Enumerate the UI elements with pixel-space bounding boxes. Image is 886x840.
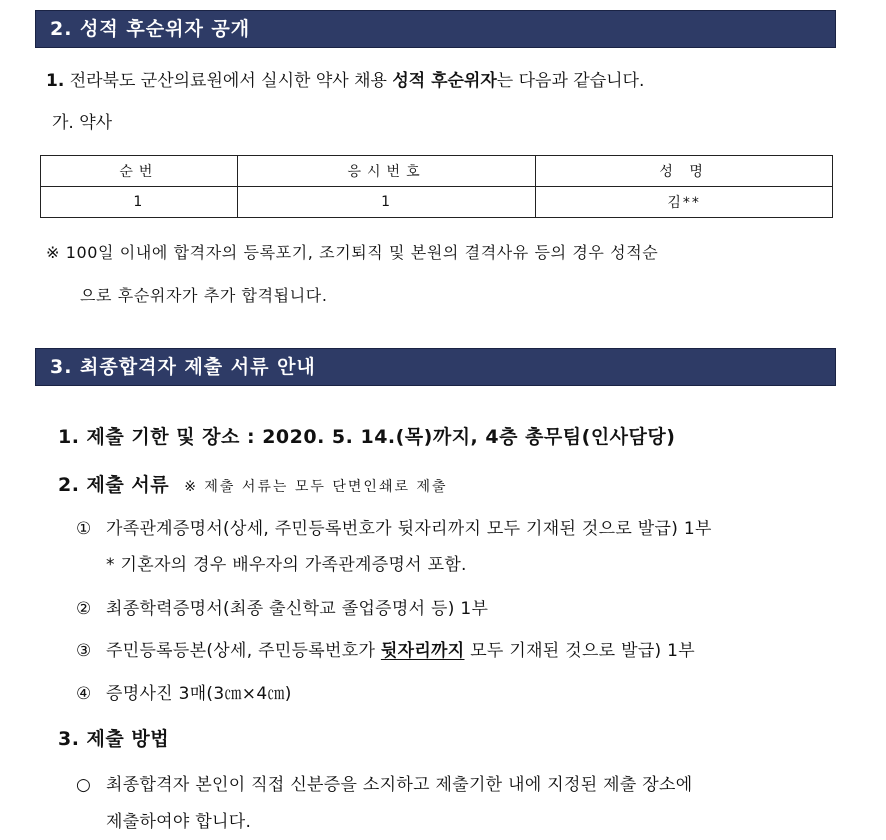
document-item-3 <box>76 636 695 661</box>
section-2-title: 2. 성적 후순위자 공개 <box>50 18 251 40</box>
intro-text-before: 전라북도 군산의료원에서 실시한 약사 채용 <box>69 71 393 91</box>
intro-paragraph <box>46 66 644 91</box>
document-item-text-after: 모두 기재된 것으로 발급) 1부 <box>464 641 696 661</box>
document-item-1 <box>76 514 712 539</box>
note-line-2: 으로 후순위자가 추가 합격됩니다. <box>80 286 328 305</box>
documents-heading-line <box>58 470 448 497</box>
item-marker: ○ <box>76 775 92 795</box>
intro-text-after: 는 다음과 같습니다. <box>496 71 645 91</box>
document-item-text-before: 주민등록등본(상세, 주민등록번호가 <box>106 641 381 661</box>
documents-heading: 2. 제출 서류 <box>58 474 170 496</box>
intro-number: 1. <box>46 71 65 91</box>
documents-note: ※ 제출 서류는 모두 단면인쇄로 제출 <box>184 479 448 495</box>
column-header: 응시번호 <box>237 156 536 187</box>
document-item-1-subnote: * 기혼자의 경우 배우자의 가족관계증명서 포함. <box>106 555 467 575</box>
column-header: 순번 <box>41 156 238 187</box>
table-cell: 김** <box>536 187 833 218</box>
item-marker: ② <box>76 599 92 619</box>
section-3-title: 3. 최종합격자 제출 서류 안내 <box>50 356 316 378</box>
item-marker: ③ <box>76 641 92 661</box>
document-item-text: 가족관계증명서(상세, 주민등록번호가 뒷자리까지 모두 기재된 것으로 발급) 1부 <box>106 519 712 539</box>
table-cell: 1 <box>41 187 238 218</box>
item-marker: ① <box>76 519 92 539</box>
document-item-2 <box>76 594 488 619</box>
table-header-row <box>41 156 833 187</box>
document-item-text-emphasis: 뒷자리까지 <box>380 641 465 661</box>
document-item-4 <box>76 679 292 704</box>
note-line-1: ※ 100일 이내에 합격자의 등록포기, 조기퇴직 및 본원의 결격사유 등의 경우 성적순 <box>46 243 659 262</box>
subheading-pharmacist: 가. 약사 <box>52 113 113 133</box>
submission-deadline: 1. 제출 기한 및 장소 : 2020. 5. 14.(목)까지, 4층 총무팀(인사담당) <box>58 426 676 448</box>
table-cell: 1 <box>237 187 536 218</box>
section-3-title-bar <box>35 348 836 386</box>
method-line-1 <box>76 770 692 795</box>
document-item-text: 증명사진 3매(3㎝×4㎝) <box>106 684 292 704</box>
table-row <box>41 187 833 218</box>
method-line-2: 제출하여야 합니다. <box>106 812 252 832</box>
intro-text-bold: 성적 후순위자 <box>392 71 497 91</box>
section-2-title-bar <box>35 10 836 48</box>
column-header: 성 명 <box>536 156 833 187</box>
item-marker: ④ <box>76 684 92 704</box>
document-item-text: 최종학력증명서(최종 출신학교 졸업증명서 등) 1부 <box>106 599 489 619</box>
waitlist-table <box>40 155 833 218</box>
method-heading: 3. 제출 방법 <box>58 728 170 750</box>
method-text: 최종합격자 본인이 직접 신분증을 소지하고 제출기한 내에 지정된 제출 장소에 <box>106 775 693 795</box>
